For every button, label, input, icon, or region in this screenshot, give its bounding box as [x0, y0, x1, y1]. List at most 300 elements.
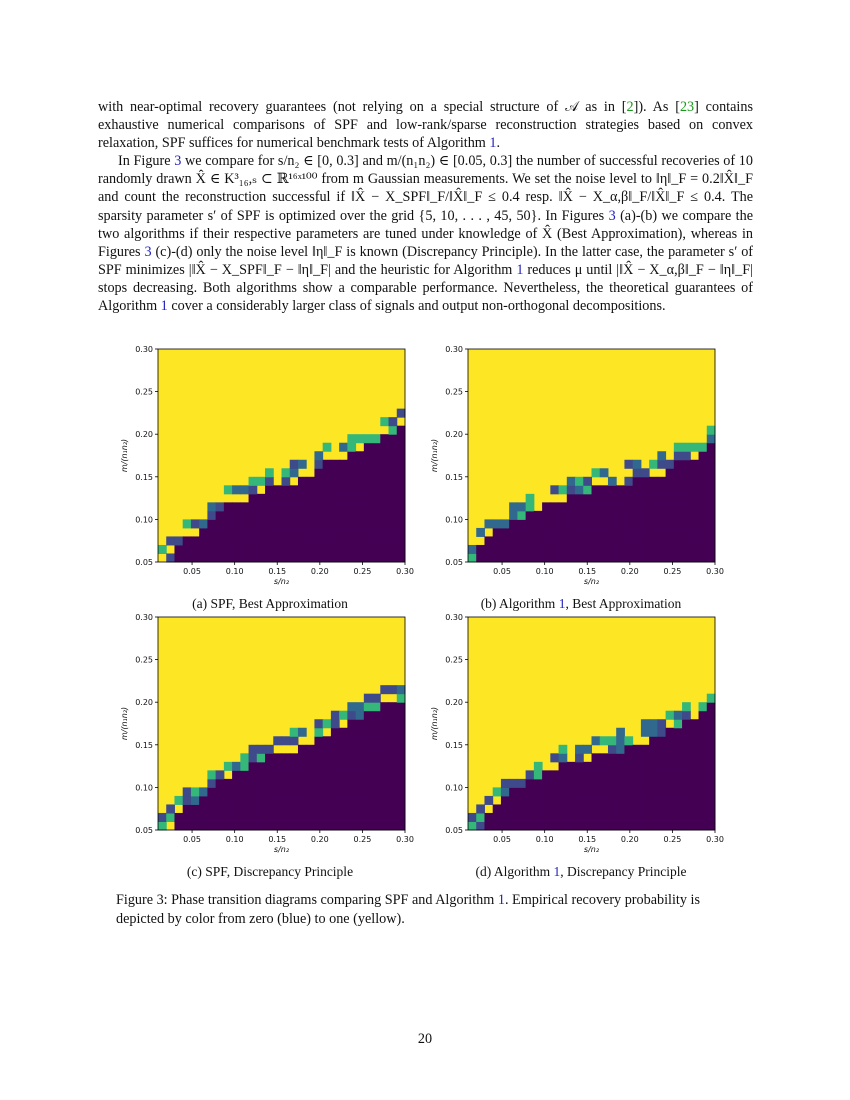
heatmap-cell	[290, 494, 299, 503]
heatmap-cell	[240, 553, 249, 562]
heatmap-cell	[306, 745, 315, 754]
heatmap-cell	[674, 736, 683, 745]
x-tick-label: 0.15	[268, 567, 287, 576]
heatmap-cell	[207, 821, 216, 830]
heatmap-cell	[249, 494, 258, 503]
heatmap-cell	[314, 536, 323, 545]
heatmap-cell	[690, 821, 699, 830]
heatmap-cell	[493, 813, 502, 822]
y-tick-label: 0.20	[135, 430, 153, 440]
heatmap-cell	[306, 511, 315, 520]
heatmap-cell	[364, 528, 373, 537]
heatmap-cell	[331, 460, 340, 469]
heatmap-cell	[314, 796, 323, 805]
heatmap-cell	[633, 468, 642, 477]
y-tick-label: 0.30	[445, 613, 463, 622]
heatmap-cell	[633, 753, 642, 762]
heatmap-cell	[600, 762, 609, 771]
heatmap-cell	[249, 502, 258, 511]
heatmap-cell	[690, 804, 699, 813]
heatmap-cell	[389, 443, 398, 452]
heatmap-cell	[364, 477, 373, 486]
heatmap-cell	[567, 528, 576, 537]
heatmap-cell	[484, 519, 493, 528]
heatmap-cell	[224, 553, 233, 562]
heatmap-cell	[298, 519, 307, 528]
heatmap-cell	[397, 745, 406, 754]
y-axis-label: m/(n₁n₂)	[120, 706, 129, 741]
heatmap-cell	[273, 502, 282, 511]
heatmap-cell	[633, 779, 642, 788]
heatmap-cell	[397, 519, 406, 528]
heatmap-cell	[380, 528, 389, 537]
heatmap-cell	[600, 813, 609, 822]
heatmap-cell	[265, 477, 274, 486]
heatmap-cell	[707, 753, 716, 762]
heatmap-cell	[364, 451, 373, 460]
heatmap-cell	[339, 796, 348, 805]
heatmap-cell	[608, 494, 617, 503]
y-tick-label: 0.05	[135, 558, 153, 567]
heatmap-cell	[592, 485, 601, 494]
heatmap-cell	[674, 536, 683, 545]
heatmap-cell	[240, 804, 249, 813]
reference-link[interactable]: 1	[489, 135, 497, 152]
heatmap-cell	[682, 813, 691, 822]
y-tick-label: 0.30	[445, 345, 463, 354]
heatmap-cell	[224, 787, 233, 796]
heatmap-cell	[364, 545, 373, 554]
heatmap-cell	[389, 753, 398, 762]
heatmap-cell	[364, 443, 373, 452]
heatmap-cell	[364, 536, 373, 545]
heatmap-cell	[364, 519, 373, 528]
heatmap-cell	[232, 528, 241, 537]
heatmap-cell	[224, 762, 233, 771]
heatmap-cell	[534, 545, 543, 554]
heatmap-cell	[290, 519, 299, 528]
heatmap-cell	[314, 477, 323, 486]
heatmap-cell	[707, 770, 716, 779]
x-tick-label: 0.05	[493, 835, 511, 844]
heatmap-cell	[191, 796, 200, 805]
heatmap-cell	[616, 511, 625, 520]
text-segment: as in [	[578, 99, 627, 115]
heatmap-cell	[468, 553, 477, 562]
reference-link[interactable]: 3	[608, 207, 616, 224]
heatmap-cell	[624, 821, 633, 830]
heatmap-cell	[641, 770, 650, 779]
heatmap-cell	[633, 545, 642, 554]
heatmap-cell	[493, 519, 502, 528]
heatmap-cell	[484, 821, 493, 830]
heatmap-cell	[389, 728, 398, 737]
heatmap-cell	[249, 762, 258, 771]
heatmap-cell	[380, 536, 389, 545]
heatmap-cell	[298, 745, 307, 754]
heatmap-cell	[331, 779, 340, 788]
heatmap-cell	[282, 519, 291, 528]
heatmap-cell	[542, 511, 551, 520]
heatmap-cell	[216, 519, 225, 528]
heatmap-cell	[314, 545, 323, 554]
heatmap-cell	[257, 494, 266, 503]
heatmap-cell	[282, 553, 291, 562]
heatmap-cell	[666, 779, 675, 788]
heatmap-cell	[191, 553, 200, 562]
heatmap-cell	[657, 460, 666, 469]
heatmap-cell	[314, 519, 323, 528]
heatmap-cell	[273, 553, 282, 562]
heatmap-cell	[674, 460, 683, 469]
heatmap-cell	[290, 813, 299, 822]
heatmap-cell	[389, 468, 398, 477]
heatmap-cell	[559, 796, 568, 805]
heatmap-cell	[257, 553, 266, 562]
heatmap-cell	[682, 787, 691, 796]
heatmap-cell	[372, 468, 381, 477]
heatmap-cell	[583, 804, 592, 813]
heatmap-cell	[641, 753, 650, 762]
heatmap-cell	[641, 511, 650, 520]
heatmap-cell	[372, 434, 381, 443]
text-segment: .	[496, 135, 501, 152]
heatmap-cell	[380, 702, 389, 711]
heatmap-cell	[314, 804, 323, 813]
heatmap-cell	[674, 753, 683, 762]
heatmap-cell	[707, 694, 716, 703]
heatmap-cell	[567, 519, 576, 528]
heatmap-cell	[356, 762, 365, 771]
heatmap-cell	[339, 477, 348, 486]
heatmap-cell	[608, 545, 617, 554]
heatmap-cell	[699, 745, 708, 754]
heatmap-cell	[567, 787, 576, 796]
heatmap-cell	[207, 519, 216, 528]
heatmap-cell	[583, 745, 592, 754]
heatmap-cell	[397, 804, 406, 813]
heatmap-cell	[624, 519, 633, 528]
heatmap-cell	[567, 796, 576, 805]
heatmap-cell	[674, 770, 683, 779]
heatmap-cell	[372, 787, 381, 796]
heatmap-cell	[314, 502, 323, 511]
heatmap-cell	[649, 477, 658, 486]
heatmap-cell	[666, 511, 675, 520]
heatmap-cell	[624, 528, 633, 537]
heatmap-cell	[389, 511, 398, 520]
heatmap-cell	[273, 736, 282, 745]
heatmap-cell	[397, 477, 406, 486]
heatmap-cell	[567, 485, 576, 494]
heatmap-cell	[674, 779, 683, 788]
heatmap-cell	[707, 553, 716, 562]
heatmap-cell	[674, 519, 683, 528]
heatmap-cell	[707, 443, 716, 452]
heatmap-cell	[298, 511, 307, 520]
x-axis-label: s/n₂	[583, 845, 600, 854]
heatmap-cell	[232, 553, 241, 562]
heatmap-cell	[323, 477, 332, 486]
x-tick-label: 0.05	[493, 567, 511, 576]
heatmap-cell	[240, 753, 249, 762]
heatmap-cell	[389, 536, 398, 545]
subcaption-b-text: (b) Algorithm	[480, 596, 559, 611]
heatmap-cell	[339, 813, 348, 822]
heatmap-cell	[306, 502, 315, 511]
heatmap-cell	[372, 745, 381, 754]
heatmap-cell	[624, 545, 633, 554]
heatmap-cell	[633, 804, 642, 813]
heatmap-cell	[633, 528, 642, 537]
x-tick-label: 0.15	[578, 567, 597, 576]
heatmap-cell	[331, 553, 340, 562]
heatmap-cell	[707, 460, 716, 469]
heatmap-cell	[583, 477, 592, 486]
heatmap-cell	[166, 813, 175, 822]
heatmap-cell	[682, 519, 691, 528]
heatmap-cell	[657, 536, 666, 545]
heatmap-cell	[575, 762, 584, 771]
heatmap-cell	[290, 770, 299, 779]
heatmap-cell	[339, 485, 348, 494]
heatmap-cell	[666, 813, 675, 822]
reference-link[interactable]: 1	[516, 261, 524, 278]
heatmap-cell	[682, 728, 691, 737]
heatmap-cell	[476, 528, 485, 537]
heatmap-cell	[372, 728, 381, 737]
heatmap-cell	[282, 511, 291, 520]
heatmap-cell	[389, 813, 398, 822]
heatmap-cell	[273, 511, 282, 520]
heatmap-cell	[347, 545, 356, 554]
heatmap-cell	[649, 736, 658, 745]
heatmap-cell	[699, 702, 708, 711]
heatmap-cell	[298, 553, 307, 562]
heatmap-cell	[633, 770, 642, 779]
heatmap-cell	[559, 536, 568, 545]
heatmap-cell	[517, 553, 526, 562]
heatmap-cell	[397, 779, 406, 788]
heatmap-cell	[282, 477, 291, 486]
heatmap-cell	[682, 511, 691, 520]
heatmap-cell	[389, 460, 398, 469]
heatmap-cell	[347, 813, 356, 822]
heatmap-cell	[674, 485, 683, 494]
heatmap-cell	[331, 536, 340, 545]
heatmap-cell	[657, 804, 666, 813]
heatmap-cell	[509, 528, 518, 537]
citation-link[interactable]: 23	[679, 99, 695, 115]
heatmap-cell	[323, 804, 332, 813]
heatmap-cell	[273, 796, 282, 805]
heatmap-cell	[372, 519, 381, 528]
heatmap-cell	[649, 804, 658, 813]
heatmap-cell	[257, 502, 266, 511]
heatmap-cell	[323, 545, 332, 554]
heatmap-cell	[389, 417, 398, 426]
heatmap-cell	[608, 821, 617, 830]
heatmap-cell	[290, 536, 299, 545]
y-tick-label: 0.25	[135, 655, 153, 665]
heatmap-cell	[282, 753, 291, 762]
heatmap-cell	[249, 813, 258, 822]
heatmap-cell	[323, 443, 332, 452]
heatmap-cell	[232, 545, 241, 554]
heatmap-cell	[314, 719, 323, 728]
heatmap-cell	[649, 753, 658, 762]
heatmap-cell	[616, 745, 625, 754]
heatmap-cell	[616, 762, 625, 771]
heatmap-cell	[323, 519, 332, 528]
heatmap-cell	[372, 702, 381, 711]
heatmap-cell	[183, 536, 192, 545]
heatmap-cell	[323, 719, 332, 728]
heatmap-cell	[282, 770, 291, 779]
heatmap-cell	[232, 813, 241, 822]
heatmap-cell	[624, 770, 633, 779]
heatmap-cell	[331, 519, 340, 528]
heatmap-cell	[265, 804, 274, 813]
heatmap-cell	[380, 485, 389, 494]
heatmap-cell	[389, 821, 398, 830]
y-tick-label: 0.05	[445, 558, 463, 567]
heatmap-cell	[306, 536, 315, 545]
heatmap-cell	[476, 813, 485, 822]
heatmap-cell	[633, 821, 642, 830]
text-segment: In Figure	[118, 153, 175, 170]
heatmap-cell	[575, 485, 584, 494]
heatmap-cell	[199, 787, 208, 796]
heatmap-cell	[265, 553, 274, 562]
heatmap-cell	[641, 728, 650, 737]
reference-link[interactable]: 3	[144, 243, 152, 260]
heatmap-cell	[666, 468, 675, 477]
text-segment: ] contains exhaustive numerical comparisons of SPF and low-rank/sparse reconstruction strategies based on convex relaxation, SPF suffices for numerical benchmark tests of Algorithm	[98, 99, 753, 152]
x-tick-label: 0.30	[396, 567, 414, 576]
heatmap-cell	[707, 762, 716, 771]
heatmap-cell	[347, 460, 356, 469]
algorithm-ref-link[interactable]: 1	[553, 864, 561, 879]
heatmap-cell	[690, 494, 699, 503]
heatmap-cell	[608, 762, 617, 771]
heatmap-cell	[624, 477, 633, 486]
heatmap-cell	[372, 485, 381, 494]
heatmap-cell	[517, 804, 526, 813]
heatmap-cell	[509, 553, 518, 562]
heatmap-cell	[600, 502, 609, 511]
heatmap-cell	[608, 511, 617, 520]
heatmap-cell	[232, 804, 241, 813]
heatmap-cell	[347, 796, 356, 805]
reference-link[interactable]: 3	[174, 153, 182, 170]
heatmap-cell	[273, 770, 282, 779]
heatmap-cell	[699, 728, 708, 737]
heatmap-cell	[372, 719, 381, 728]
heatmap-cell	[501, 804, 510, 813]
heatmap-cell	[339, 736, 348, 745]
heatmap-cell	[616, 528, 625, 537]
heatmap-cell	[364, 494, 373, 503]
heatmap-cell	[240, 545, 249, 554]
heatmap-cell	[682, 702, 691, 711]
heatmap-cell	[682, 494, 691, 503]
heatmap-cell	[600, 536, 609, 545]
algorithm-ref-link[interactable]: 1	[497, 892, 505, 908]
heatmap-cell	[314, 460, 323, 469]
reference-link[interactable]: 1	[160, 298, 168, 315]
heatmap-cell	[372, 545, 381, 554]
heatmap-cell	[592, 796, 601, 805]
heatmap-cell	[616, 779, 625, 788]
heatmap-cell	[380, 796, 389, 805]
heatmap-cell	[657, 728, 666, 737]
heatmap-cell	[583, 519, 592, 528]
heatmap-cell	[616, 545, 625, 554]
heatmap-cell	[356, 511, 365, 520]
heatmap-cell	[166, 553, 175, 562]
heatmap-cell	[389, 451, 398, 460]
heatmap-cell	[534, 519, 543, 528]
heatmap-cell	[364, 434, 373, 443]
heatmap-cell	[290, 736, 299, 745]
heatmap-cell	[641, 494, 650, 503]
heatmap-cell	[380, 813, 389, 822]
heatmap-cell	[356, 770, 365, 779]
citation-link[interactable]: 2	[626, 99, 634, 115]
heatmap-cell	[372, 511, 381, 520]
heatmap-cell	[690, 443, 699, 452]
heatmap-cell	[364, 728, 373, 737]
heatmap-cell	[282, 821, 291, 830]
subcaption-b	[431, 596, 731, 612]
heatmap-cell	[567, 770, 576, 779]
heatmap-cell	[397, 796, 406, 805]
heatmap-cell	[666, 528, 675, 537]
heatmap-cell	[282, 502, 291, 511]
heatmap-cell	[575, 753, 584, 762]
heatmap-cell	[657, 796, 666, 805]
heatmap-cell	[380, 821, 389, 830]
heatmap-cell	[682, 745, 691, 754]
heatmap-cell	[649, 762, 658, 771]
heatmap-cell	[501, 821, 510, 830]
algorithm-ref-link[interactable]: 1	[558, 596, 566, 611]
heatmap-cell	[339, 443, 348, 452]
heatmap-cell	[389, 434, 398, 443]
heatmap-cell	[608, 779, 617, 788]
heatmap-cell	[600, 494, 609, 503]
heatmap-cell	[526, 545, 535, 554]
heatmap-cell	[592, 779, 601, 788]
heatmap-b-svg	[425, 340, 755, 605]
text-segment: (a)-(b) we compare the two algorithms if their respective parameters are tuned under knowledge of X̂ (Best Approximation), whereas in Figures	[98, 207, 753, 260]
heatmap-cell	[380, 434, 389, 443]
heatmap-cell	[282, 762, 291, 771]
heatmap-cell	[380, 443, 389, 452]
heatmap-cell	[290, 528, 299, 537]
y-tick-label: 0.30	[135, 345, 153, 354]
heatmap-cell	[397, 762, 406, 771]
heatmap-cell	[257, 796, 266, 805]
heatmap-cell	[347, 519, 356, 528]
heatmap-cell	[282, 736, 291, 745]
heatmap-cell	[707, 426, 716, 435]
heatmap-cell	[649, 770, 658, 779]
heatmap-cell	[707, 728, 716, 737]
heatmap-cell	[364, 821, 373, 830]
heatmap-cell	[666, 736, 675, 745]
